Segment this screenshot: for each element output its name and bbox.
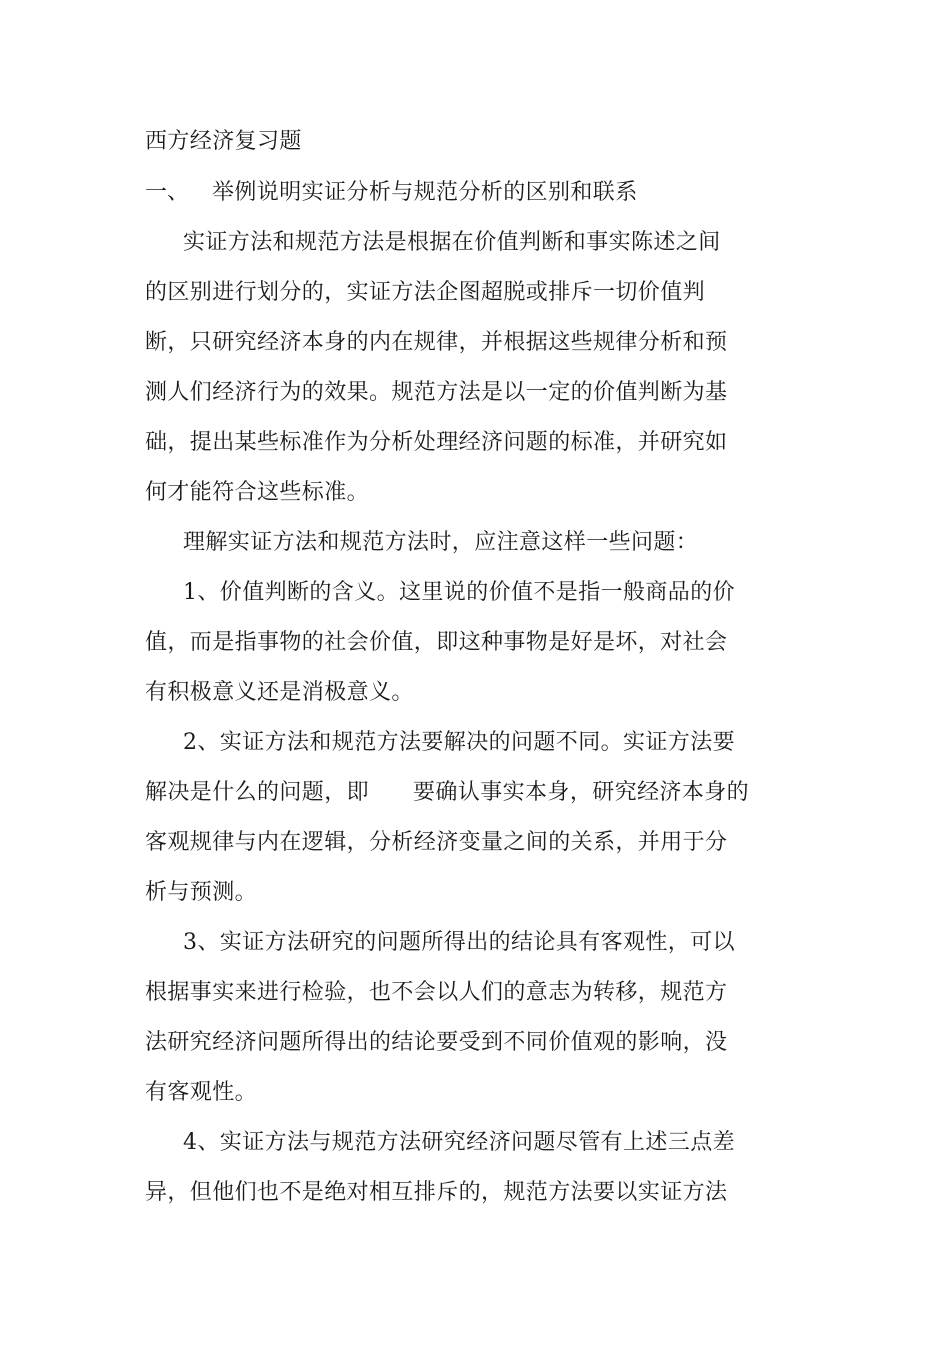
paragraph-line: 3、实证方法研究的问题所得出的结论具有客观性，可以	[183, 930, 735, 955]
section-heading: 举例说明实证分析与规范分析的区别和联系	[212, 180, 638, 205]
paragraph-line: 有客观性。	[145, 1080, 258, 1105]
paragraph-line: 根据事实来进行检验，也不会以人们的意志为转移，规范方	[145, 980, 728, 1005]
paragraph-line: 客观规律与内在逻辑，分析经济变量之间的关系，并用于分	[145, 830, 728, 855]
paragraph-line: 实证方法和规范方法是根据在价值判断和事实陈述之间	[183, 230, 721, 255]
line-segment: 要确认事实本身，研究经济本身的	[413, 780, 750, 805]
paragraph-line: 法研究经济问题所得出的结论要受到不同价值观的影响，没	[145, 1030, 728, 1055]
paragraph-line: 值，而是指事物的社会价值，即这种事物是好是坏，对社会	[145, 630, 728, 655]
paragraph-line: 理解实证方法和规范方法时，应注意这样一些问题：	[183, 530, 699, 555]
paragraph-line: 的区别进行划分的，实证方法企图超脱或排斥一切价值判	[145, 280, 706, 305]
paragraph-line: 1、价值判断的含义。这里说的价值不是指一般商品的价	[183, 580, 735, 605]
paragraph-line: 测人们经济行为的效果。规范方法是以一定的价值判断为基	[145, 380, 728, 405]
paragraph-line	[145, 778, 749, 808]
paragraph-line: 础，提出某些标准作为分析处理经济问题的标准，并研究如	[145, 430, 728, 455]
paragraph-line: 2、实证方法和规范方法要解决的问题不同。实证方法要	[183, 730, 735, 755]
section-number: 一、	[145, 180, 190, 205]
paragraph-line: 断，只研究经济本身的内在规律，并根据这些规律分析和预	[145, 330, 728, 355]
paragraph-line: 异，但他们也不是绝对相互排斥的，规范方法要以实证方法	[145, 1180, 728, 1205]
paragraph-line: 4、实证方法与规范方法研究经济问题尽管有上述三点差	[183, 1130, 735, 1155]
paragraph-line: 析与预测。	[145, 880, 258, 905]
document-title: 西方经济复习题	[145, 129, 302, 154]
paragraph-line: 何才能符合这些标准。	[145, 480, 370, 505]
line-segment: 解决是什么的问题，即	[145, 780, 370, 805]
paragraph-line: 有积极意义还是消极意义。	[145, 680, 414, 705]
